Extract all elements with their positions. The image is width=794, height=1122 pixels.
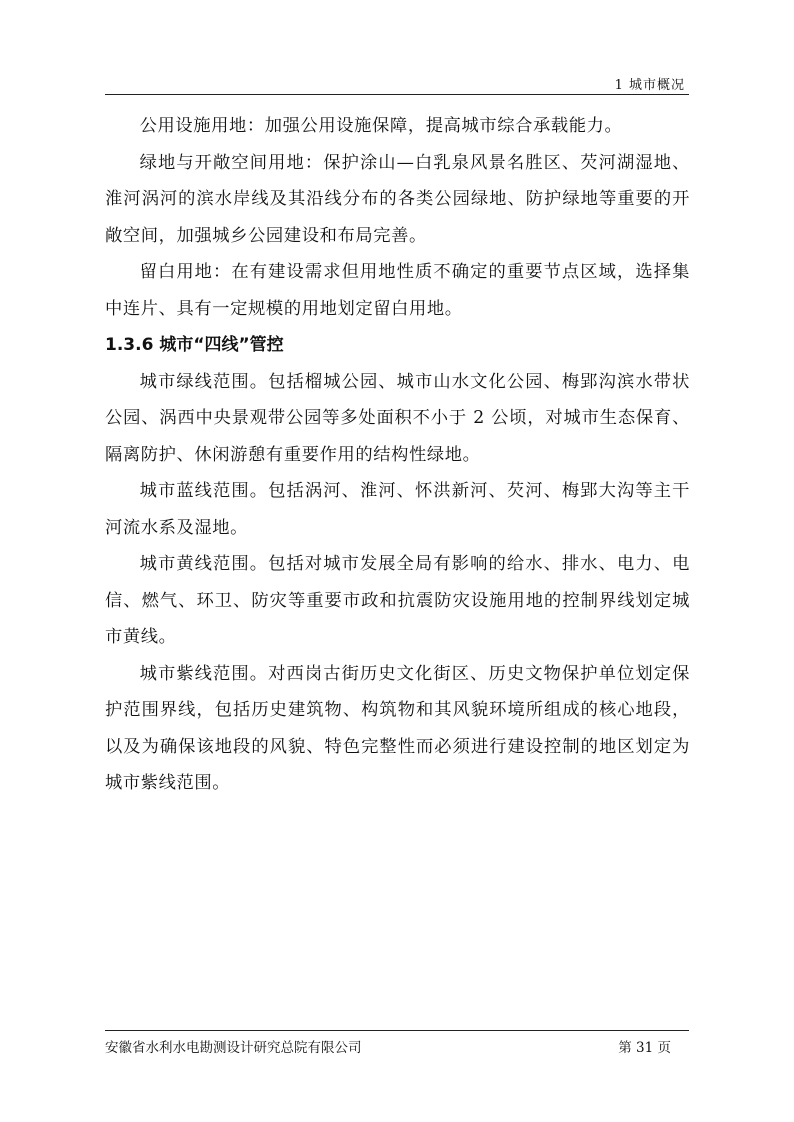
paragraph-purple-line: 城市紫线范围。对西岗古街历史文化街区、历史文物保护单位划定保护范围界线，包括历史建筑物、构筑物和其风貌环境所组成的核心地段，以及为确保该地段的风貌、特色完整性而必须进行建设控制的地区划定为城市紫线范围。 bbox=[105, 663, 690, 793]
footer-organization: 安徽省水利水电勘测设计研究总院有限公司 bbox=[105, 1040, 362, 1056]
page-header bbox=[105, 72, 689, 95]
document-body bbox=[105, 108, 690, 802]
paragraph-yellow-line: 城市黄线范围。包括对城市发展全局有影响的给水、排水、电力、电信、燃气、环卫、防灾等重要市政和抗震防灾设施用地的控制界线划定城市黄线。 bbox=[105, 554, 690, 647]
paragraph-public-facilities: 公用设施用地：加强公用设施保障，提高城市综合承载能力。 bbox=[139, 116, 623, 136]
paragraph-green-open-space: 绿地与开敞空间用地：保护涂山—白乳泉风景名胜区、芡河湖湿地、淮河涡河的滨水岸线及其沿线分布的各类公园绿地、防护绿地等重要的开敞空间，加强城乡公园建设和布局完善。 bbox=[105, 152, 690, 246]
paragraph-blue-line: 城市蓝线范围。包括涡河、淮河、怀洪新河、芡河、梅郢大沟等主干河流水系及湿地。 bbox=[105, 481, 690, 538]
paragraph-green-line: 城市绿线范围。包括榴城公园、城市山水文化公园、梅郢沟滨水带状公园、涡西中央景观带公园等多处面积不小于 2 公顷，对城市生态保育、隔离防护、休闲游憩有重要作用的结构性绿地。 bbox=[105, 371, 690, 465]
footer-page-number: 第 31 页 bbox=[618, 1040, 671, 1056]
chapter-header: 1 城市概况 bbox=[614, 78, 685, 93]
page-footer bbox=[105, 1030, 689, 1055]
section-heading: 1.3.6 城市“四线”管控 bbox=[105, 335, 284, 355]
paragraph-reserved-land: 留白用地：在有建设需求但用地性质不确定的重要节点区域，选择集中连片、具有一定规模的用地划定留白用地。 bbox=[105, 262, 690, 319]
